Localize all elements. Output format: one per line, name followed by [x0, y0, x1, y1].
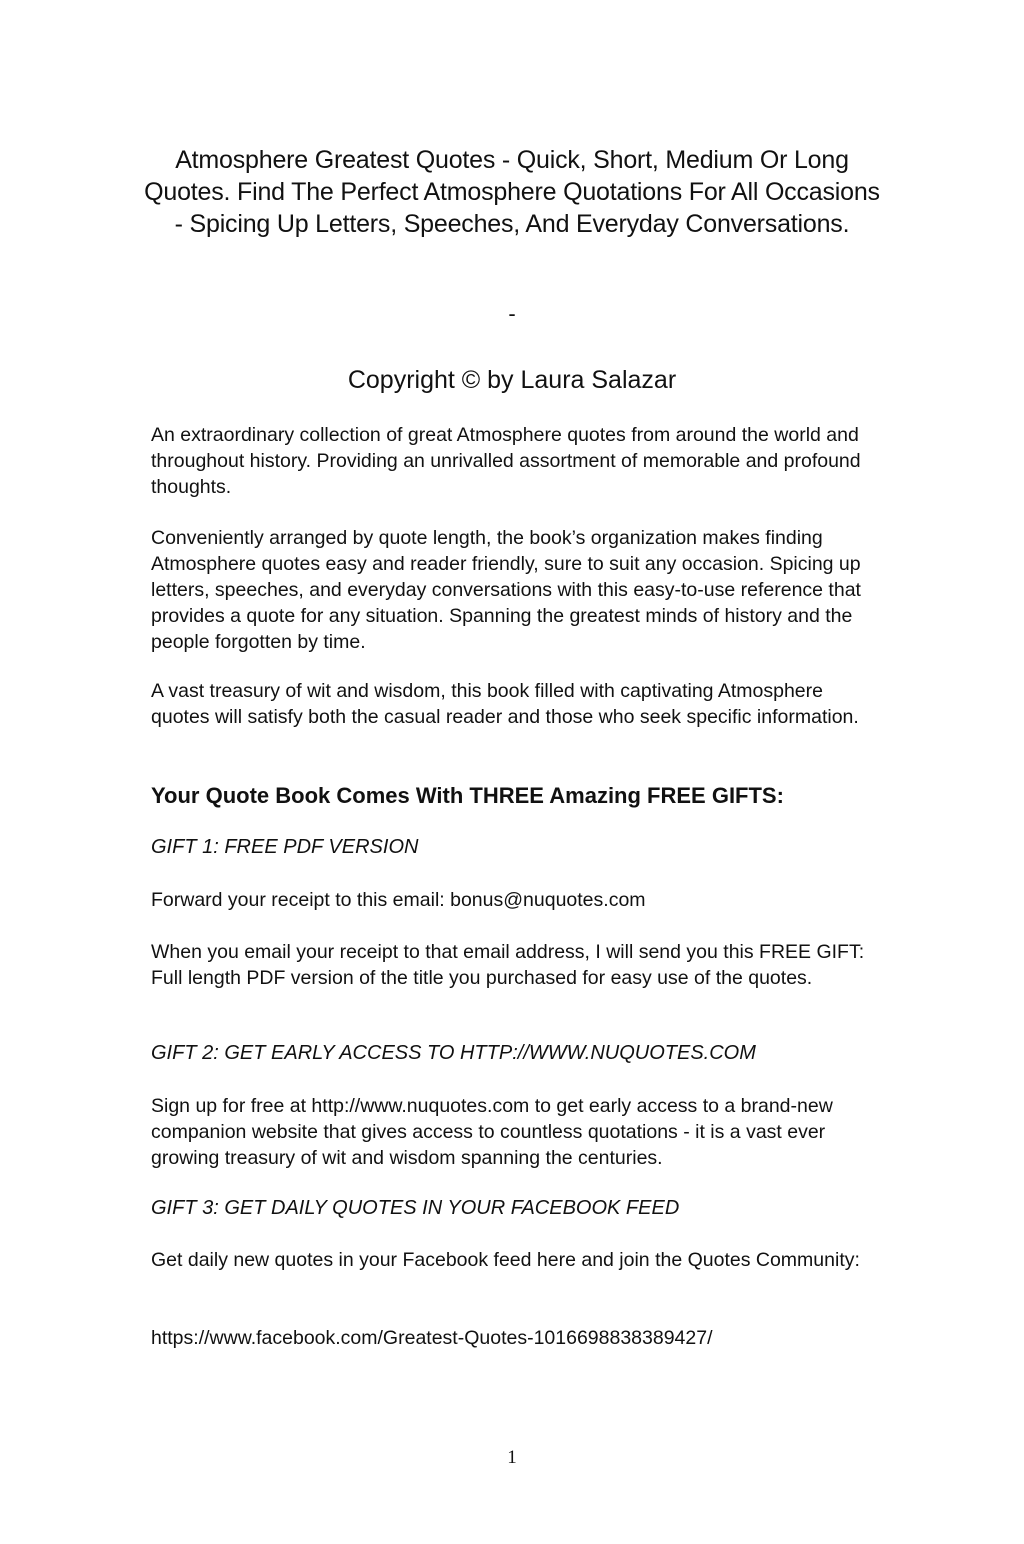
gifts-heading: Your Quote Book Comes With THREE Amazing FREE GIFTS:	[151, 783, 784, 808]
arrangement-paragraph: Conveniently arranged by quote length, the book’s organization makes finding Atmosphere quotes easy and reader friendly, sure to suit any occasion. Spicing up letters, speeches, and everyday conversations with this easy-to-use reference that provides a quote for any situation. Spanning the greatest minds of history and the people forgotten by time.	[151, 527, 861, 653]
gift1-forward-line: Forward your receipt to this email: bonus@nuquotes.com	[151, 889, 646, 911]
gift1-heading: GIFT 1: FREE PDF VERSION	[151, 836, 419, 858]
page-title: Atmosphere Greatest Quotes - Quick, Short, Medium Or Long Quotes. Find The Perfect Atmosphere Quotations For All Occasions - Spicing Up Letters, Speeches, And Everyday Conversations.	[144, 146, 880, 238]
copyright-line: Copyright © by Laura Salazar	[347, 366, 677, 394]
gift2-body: Sign up for free at http://www.nuquotes.com to get early access to a brand-new companion website that gives access to countless quotations - it is a vast ever growing treasury of wit and wisdom spanning the centuries.	[151, 1095, 833, 1169]
gift3-body: Get daily new quotes in your Facebook feed here and join the Quotes Community:	[151, 1249, 860, 1271]
separator-dash: -	[508, 301, 516, 326]
gift2-heading: GIFT 2: GET EARLY ACCESS TO HTTP://WWW.NUQUOTES.COM	[151, 1042, 756, 1064]
gift1-body: When you email your receipt to that email address, I will send you this FREE GIFT: Full length PDF version of the title you purchased for easy use of the quotes.	[151, 941, 865, 989]
gift3-heading: GIFT 3: GET DAILY QUOTES IN YOUR FACEBOOK FEED	[151, 1197, 680, 1219]
page-number: 1	[507, 1447, 517, 1468]
intro-paragraph: An extraordinary collection of great Atmosphere quotes from around the world and throughout history. Providing an unrivalled assortment of memorable and profound thoughts.	[151, 424, 861, 498]
treasury-paragraph: A vast treasury of wit and wisdom, this book filled with captivating Atmosphere quotes will satisfy both the casual reader and those who seek specific information.	[151, 680, 859, 728]
facebook-link: https://www.facebook.com/Greatest-Quotes-1016698838389427/	[151, 1327, 713, 1349]
